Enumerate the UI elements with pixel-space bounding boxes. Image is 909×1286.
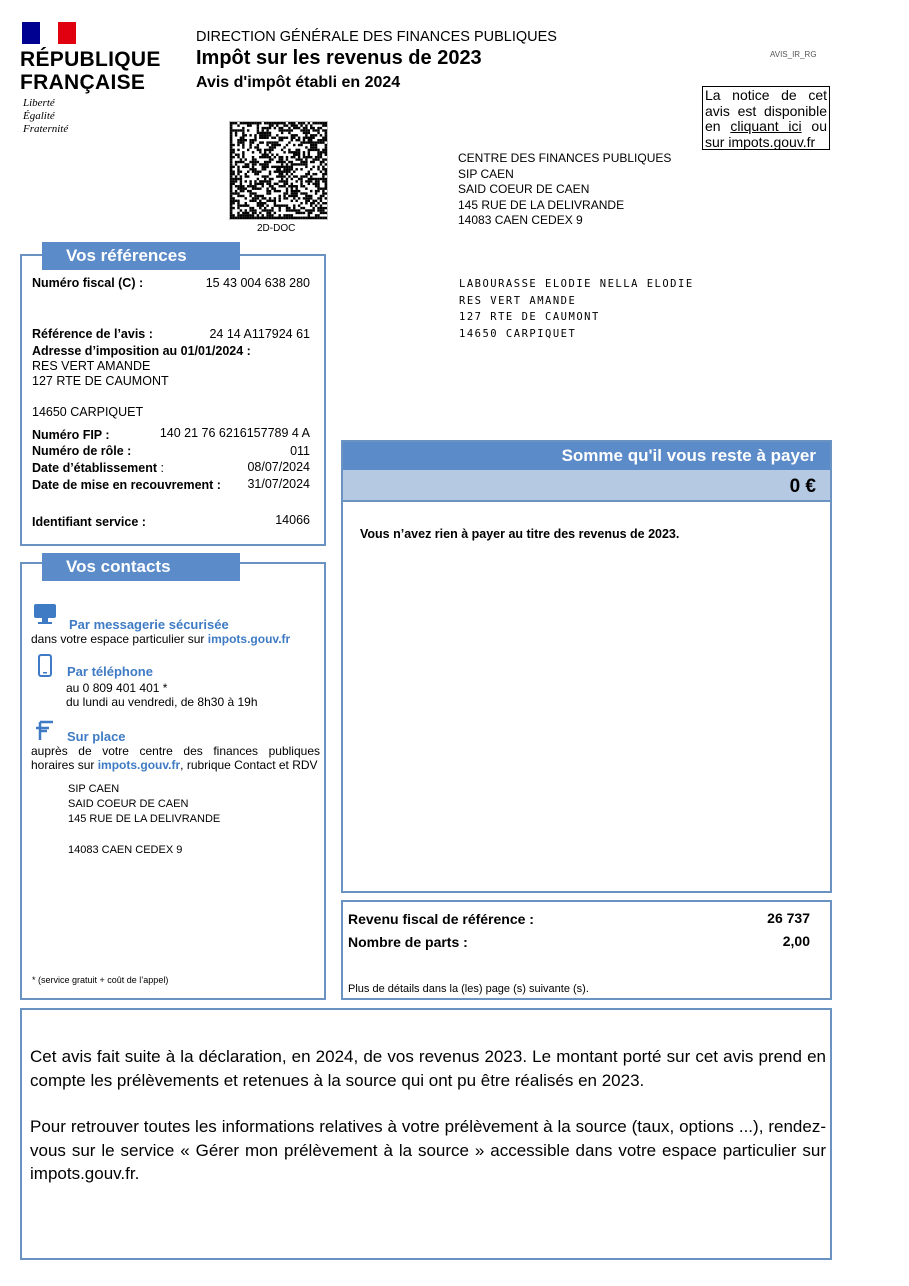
details-note: Plus de détails dans la (les) page (s) suivante (s). — [348, 983, 589, 995]
phone-number: au 0 809 401 401 * — [66, 681, 168, 695]
tax-address-label: Adresse d’imposition au 01/01/2024 : — [32, 344, 251, 358]
payment-message: Vous n’avez rien à payer au titre des revenus de 2023. — [360, 527, 680, 541]
marianne-flag-icon — [22, 22, 76, 44]
secure-messaging-text — [31, 632, 290, 646]
2d-doc-barcode-icon — [229, 121, 328, 220]
payment-box — [341, 440, 832, 893]
notice-text-end: ou sur impots.gouv.fr — [705, 118, 827, 150]
notice-link[interactable]: cliquant ici — [730, 118, 802, 134]
references-tab: Vos références — [42, 242, 240, 270]
role-number-value: 011 — [290, 444, 310, 458]
rfr-value: 26 737 — [767, 910, 810, 926]
role-number-label: Numéro de rôle : — [32, 444, 132, 458]
document-subtitle: Avis d'impôt établi en 2024 — [196, 74, 401, 91]
impots-link-2[interactable]: impots.gouv.fr — [97, 758, 181, 772]
service-id-value: 14066 — [275, 513, 310, 527]
on-site-rubrique-text: , rubrique Contact et RDV — [180, 758, 318, 772]
explanation-paragraph-1: Cet avis fait suite à la déclaration, en 2024, de vos revenus 2023. Le montant porté sur cet avis prend en compte les prélèvements et retenues à la source qui ont pu être réalisés en 2023. — [30, 1047, 826, 1090]
phone-title: Par téléphone — [67, 664, 153, 679]
phone-icon — [38, 654, 52, 677]
explanation-paragraph-2: Pour retrouver toutes les informations relatives à votre prélèvement à la source (taux, options ...), rendez-vous sur le service « Gérer mon prélèvement à la source » accessible dans votre espace particulier sur impots.gouv.fr. — [30, 1117, 826, 1183]
dgfip-heading: DIRECTION GÉNÉRALE DES FINANCES PUBLIQUES — [196, 29, 557, 45]
document-code: AVIS_IR_RG — [770, 50, 817, 59]
notice-text: La notice de cet avis est disponible en — [705, 87, 827, 134]
motto-liberte: Liberté — [23, 97, 55, 109]
parts-value: 2,00 — [782, 933, 810, 949]
finances-publiques-icon — [34, 720, 56, 742]
republique-francaise-logo — [20, 20, 161, 138]
parts-label: Nombre de parts : — [348, 934, 468, 950]
recipient-line: 127 RTE DE CAUMONT — [459, 311, 600, 323]
recipient-line: LABOURASSE ELODIE NELLA ELODIE — [459, 278, 694, 290]
document-title: Impôt sur les revenus de 2023 — [196, 47, 482, 69]
notice-box — [702, 86, 830, 150]
issue-date-value: 08/07/2024 — [247, 460, 310, 474]
motto-egalite: Égalité — [23, 110, 55, 122]
fiscal-number-label: Numéro fiscal (C) : — [32, 276, 144, 290]
collection-date-label: Date de mise en recouvrement : — [32, 478, 221, 492]
fip-number-label: Numéro FIP : — [32, 428, 110, 442]
logo-motto — [23, 97, 68, 136]
on-site-text-2 — [31, 758, 318, 772]
tax-address-line-2: 127 RTE DE CAUMONT — [32, 374, 169, 388]
recipient-address — [459, 276, 694, 342]
tax-address-line-3: 14650 CARPIQUET — [32, 405, 144, 419]
office-line: 145 RUE DE LA DELIVRANDE — [68, 813, 221, 825]
issue-date-label-wrap: Date d’établissement : — [32, 461, 164, 475]
recipient-line: 14650 CARPIQUET — [459, 327, 577, 340]
recipient-line: RES VERT AMANDE — [459, 294, 577, 307]
motto-fraternite: Fraternité — [23, 123, 69, 135]
secure-messaging-title: Par messagerie sécurisée — [69, 617, 229, 632]
fip-number-value: 140 21 76 6216157789 4 A — [159, 426, 310, 440]
sender-line: 14083 CAEN CEDEX 9 — [458, 213, 583, 227]
logo-line-2: FRANÇAISE — [20, 71, 146, 94]
on-site-title: Sur place — [67, 729, 126, 744]
office-line: SIP CAEN — [68, 783, 120, 795]
on-site-hours-text: horaires sur — [31, 758, 98, 772]
notice-reference-label: Référence de l’avis : — [32, 327, 153, 341]
payment-header: Somme qu'il vous reste à payer — [343, 442, 830, 470]
rfr-label: Revenu fiscal de référence : — [348, 911, 534, 927]
secure-messaging-desc: dans votre espace particulier sur — [31, 632, 208, 646]
logo-line-1: RÉPUBLIQUE — [20, 48, 161, 71]
collection-date-value: 31/07/2024 — [247, 477, 310, 491]
issue-date-label: Date d’établissement — [32, 461, 158, 475]
2d-doc-label: 2D-DOC — [257, 223, 296, 234]
office-line: SAID COEUR DE CAEN — [68, 798, 189, 810]
logo-text — [20, 48, 161, 94]
sender-line: SIP CAEN — [458, 166, 514, 181]
sender-line: SAID COEUR DE CAEN — [458, 182, 590, 196]
office-city: 14083 CAEN CEDEX 9 — [68, 844, 183, 856]
sender-line: 145 RUE DE LA DELIVRANDE — [458, 197, 625, 212]
tax-address-line-1: RES VERT AMANDE — [32, 359, 151, 373]
footnote: * (service gratuit + coût de l’appel) — [32, 975, 169, 985]
phone-hours: du lundi au vendredi, de 8h30 à 19h — [66, 695, 258, 709]
office-address — [68, 782, 220, 827]
notice-reference-value: 24 14 A117924 61 — [209, 327, 310, 341]
impots-link[interactable]: impots.gouv.fr — [207, 632, 291, 646]
sender-line: CENTRE DES FINANCES PUBLIQUES — [458, 151, 672, 165]
sender-address — [458, 151, 671, 229]
fiscal-number-value: 15 43 004 638 280 — [205, 276, 310, 290]
payment-amount: 0 € — [343, 470, 830, 502]
service-id-label: Identifiant service : — [32, 515, 146, 529]
computer-icon — [33, 603, 57, 625]
contacts-tab: Vos contacts — [42, 553, 240, 581]
on-site-text-1: auprès de votre centre des finances publiques — [31, 744, 320, 758]
references-box — [20, 254, 326, 546]
